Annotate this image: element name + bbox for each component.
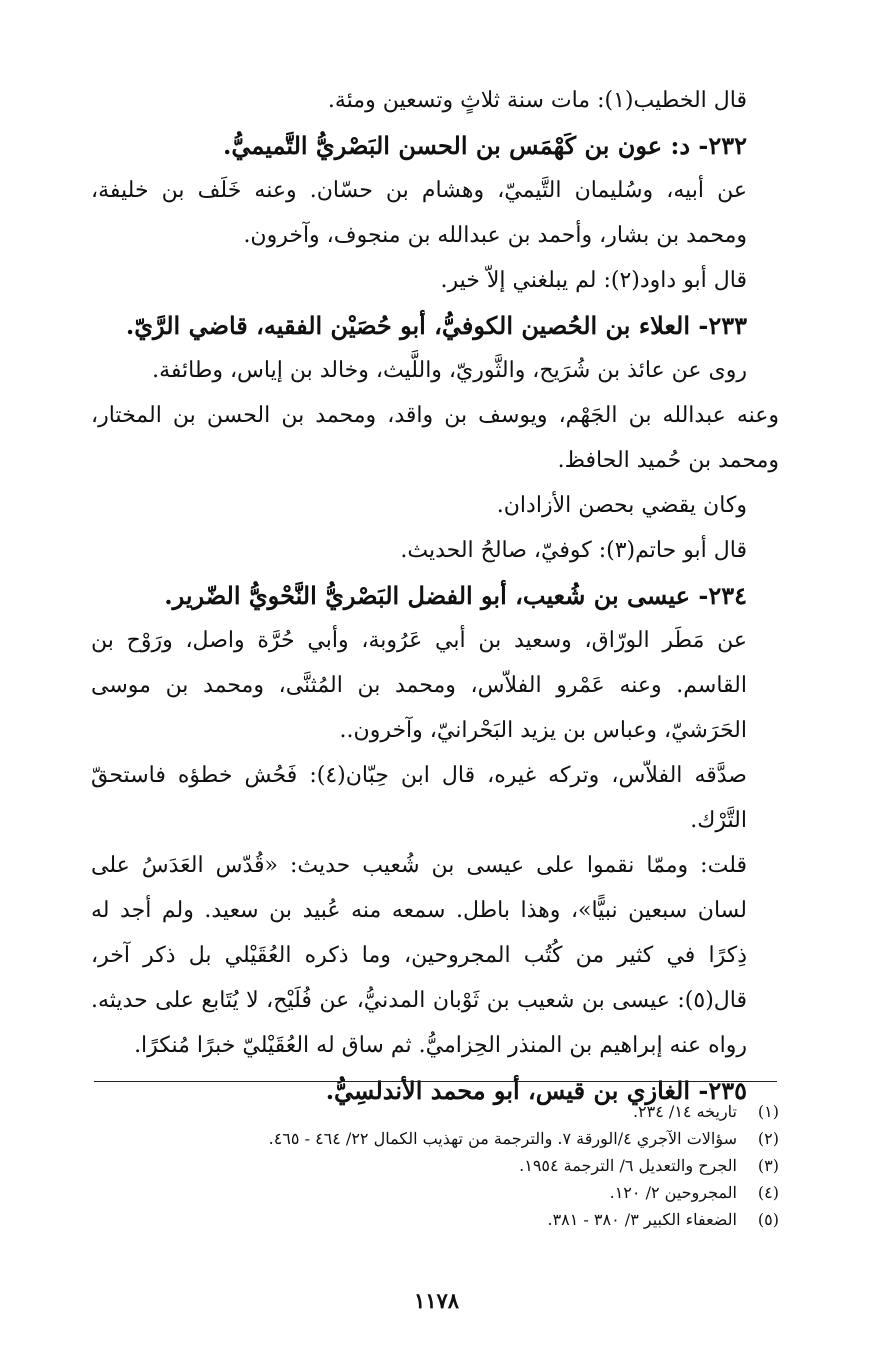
paragraph: وكان يقضي بحصن الأزادان.: [496, 493, 747, 518]
footnote: [91, 1152, 779, 1179]
paragraph: قال أبو داود(٢): لم يبلغني إلاّ خير.: [440, 268, 747, 293]
footnote: [91, 1098, 779, 1125]
paragraph: قال الخطيب(١): مات سنة ثلاثٍ وتسعين ومئة.: [327, 88, 747, 113]
page-number: ١١٧٨: [413, 1288, 460, 1313]
entry-heading: ٢٣٤- عيسى بن شُعيب، أبو الفضل البَصْريُّ النَّحْويُّ الضّرير.: [164, 581, 747, 610]
paragraph: قلت: وممّا نقموا على عيسى بن شُعيب حديث: «قُدّس العَدَسُ على لسان سبعين نبيًّا»، وهذا باطل. سمعه منه عُبيد بن سعيد. ولم أجد له ذِكرًا في كثير من كُتُب المجروحين، وما ذكره العُقَيْلي بل ذكر آخر، قال(٥): عيسى بن شعيب بن ثَوْبان المدنيُّ، عن فُلَيْح، لا يُتَابع على حديثه. رواه عنه إبراهيم بن المنذر الحِزاميُّ. ثم ساق له العُقَيْليّ خبرًا مُنكرًا.: [91, 853, 747, 1058]
paragraph: قال أبو حاتم(٣): كوفيّ، صالحُ الحديث.: [400, 538, 747, 563]
footnote: [91, 1125, 779, 1152]
paragraph: وعنه عبدالله بن الجَهْم، ويوسف بن واقد، ومحمد بن الحسن بن المختار، ومحمد بن حُميد الحافظ.: [91, 403, 779, 473]
footnote-number: (٢): [757, 1129, 779, 1148]
footnote-number: (٣): [757, 1156, 779, 1175]
footnote-number: (٤): [757, 1183, 779, 1202]
paragraph: صدَّقه الفلاّس، وتركه غيره، قال ابن حِبّان(٤): فَحُش خطؤه فاستحقّ التَّرْك.: [91, 763, 747, 833]
footnote-text: المجروحين ٢/ ١٢٠.: [609, 1183, 737, 1202]
paragraph: روى عن عائذ بن شُرَيح، والثَّوريّ، واللَّيث، وخالد بن إياس، وطائفة.: [152, 358, 747, 383]
paragraph: عن مَطَر الورّاق، وسعيد بن أبي عَرُوبة، وأبي حُرَّة واصل، ورَوْح بن القاسم. وعنه عَمْرو الفلاّس، ومحمد بن المُثنَّى، ومحمد بن موسى الحَرَشيّ، وعباس بن يزيد البَحْرانيّ، وآخرون..: [91, 628, 747, 743]
entry-heading: ٢٣٥- الغازي بن قيس، أبو محمد الأندلسِيُّ.: [325, 1076, 747, 1105]
footnote-number: (١): [757, 1102, 779, 1121]
footnote-text: سؤالات الآجري ٤/الورقة ٧. والترجمة من تهذيب الكمال ٢٢/ ٤٦٤ - ٤٦٥.: [268, 1129, 737, 1148]
footnote: [91, 1179, 779, 1206]
footnote-text: الضعفاء الكبير ٣/ ٣٨٠ - ٣٨١.: [547, 1210, 737, 1229]
main-text: [91, 78, 779, 1113]
footnote-number: (٥): [757, 1210, 779, 1229]
footnote-text: الجرح والتعديل ٦/ الترجمة ١٩٥٤.: [519, 1156, 737, 1175]
footnotes: [91, 1098, 779, 1233]
footnote-divider: [94, 1081, 777, 1082]
entry-heading: ٢٣٢- د: عون بن كَهْمَس بن الحسن البَصْريُّ التَّميميُّ.: [222, 131, 747, 160]
entry-heading: ٢٣٣- العلاء بن الحُصين الكوفيُّ، أبو حُصَيْن الفقيه، قاضي الرَّيّ.: [125, 311, 747, 340]
paragraph: عن أبيه، وسُليمان التَّيميّ، وهشام بن حسّان. وعنه خَلَف بن خليفة، ومحمد بن بشار، وأحمد بن عبدالله بن منجوف، وآخرون.: [91, 178, 747, 248]
footnote-text: تاريخه ١٤/ ٢٣٤.: [632, 1102, 737, 1121]
footnote: [91, 1206, 779, 1233]
